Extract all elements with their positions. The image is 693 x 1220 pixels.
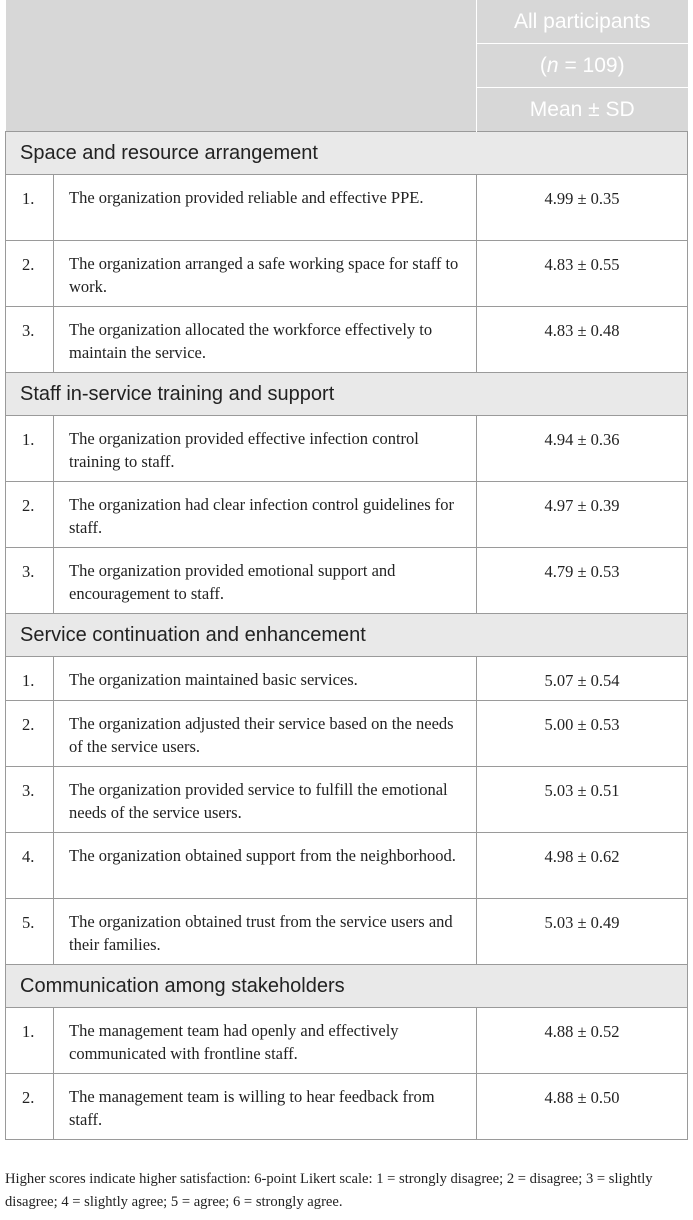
item-mean-sd: 5.03 ± 0.49 (477, 899, 688, 965)
item-number: 1. (6, 1008, 54, 1074)
item-statement: The organization had clear infection control guidelines for staff. (54, 482, 477, 548)
item-number: 1. (6, 657, 54, 701)
item-mean-sd: 4.83 ± 0.48 (477, 307, 688, 373)
item-statement: The organization allocated the workforce effectively to maintain the service. (54, 307, 477, 373)
item-number: 5. (6, 899, 54, 965)
table-body (6, 132, 688, 1140)
table-row (6, 416, 688, 482)
header-blank-cell (6, 0, 477, 132)
table-row (6, 241, 688, 307)
header-sample-size: (n = 109) (477, 44, 688, 88)
header-group-label: All participants (477, 0, 688, 44)
item-mean-sd: 4.79 ± 0.53 (477, 548, 688, 614)
item-mean-sd: 4.97 ± 0.39 (477, 482, 688, 548)
item-mean-sd: 5.03 ± 0.51 (477, 767, 688, 833)
item-number: 1. (6, 175, 54, 241)
item-statement: The organization maintained basic services. (54, 657, 477, 701)
item-number: 2. (6, 701, 54, 767)
item-mean-sd: 4.99 ± 0.35 (477, 175, 688, 241)
item-statement: The organization provided effective infection control training to staff. (54, 416, 477, 482)
item-statement: The organization provided emotional support and encouragement to staff. (54, 548, 477, 614)
table-row (6, 307, 688, 373)
table-row (6, 657, 688, 701)
section-header-row (6, 132, 688, 175)
item-statement: The organization obtained trust from the service users and their families. (54, 899, 477, 965)
item-mean-sd: 5.00 ± 0.53 (477, 701, 688, 767)
item-number: 3. (6, 548, 54, 614)
item-statement: The organization obtained support from the neighborhood. (54, 833, 477, 899)
item-number: 3. (6, 767, 54, 833)
item-mean-sd: 4.88 ± 0.52 (477, 1008, 688, 1074)
satisfaction-table (5, 0, 688, 1140)
table-row (6, 899, 688, 965)
item-number: 2. (6, 482, 54, 548)
table-row (6, 175, 688, 241)
header-statistic-label: Mean ± SD (477, 88, 688, 132)
table-row (6, 1008, 688, 1074)
table-header (6, 0, 688, 132)
table-row (6, 701, 688, 767)
section-title: Staff in-service training and support (6, 373, 688, 416)
item-mean-sd: 4.98 ± 0.62 (477, 833, 688, 899)
section-header-row (6, 965, 688, 1008)
item-statement: The organization adjusted their service based on the needs of the service users. (54, 701, 477, 767)
table-row (6, 767, 688, 833)
section-title: Space and resource arrangement (6, 132, 688, 175)
section-header-row (6, 614, 688, 657)
item-number: 3. (6, 307, 54, 373)
section-title: Service continuation and enhancement (6, 614, 688, 657)
item-statement: The management team had openly and effectively communicated with frontline staff. (54, 1008, 477, 1074)
item-number: 2. (6, 1074, 54, 1140)
table-footnote: Higher scores indicate higher satisfaction: 6-point Likert scale: 1 = strongly disagree; 2 = disagree; 3 = slightly disagree; 4 = slightly agree; 5 = agree; 6 = strongly agree. (5, 1171, 653, 1210)
results-table-container (5, 0, 687, 1140)
table-row (6, 1074, 688, 1140)
item-mean-sd: 5.07 ± 0.54 (477, 657, 688, 701)
table-row (6, 833, 688, 899)
item-statement: The management team is willing to hear feedback from staff. (54, 1074, 477, 1140)
item-statement: The organization arranged a safe working space for staff to work. (54, 241, 477, 307)
table-row (6, 548, 688, 614)
table-row (6, 482, 688, 548)
section-header-row (6, 373, 688, 416)
item-mean-sd: 4.83 ± 0.55 (477, 241, 688, 307)
item-statement: The organization provided service to fulfill the emotional needs of the service users. (54, 767, 477, 833)
item-statement: The organization provided reliable and effective PPE. (54, 175, 477, 241)
item-number: 4. (6, 833, 54, 899)
item-mean-sd: 4.88 ± 0.50 (477, 1074, 688, 1140)
item-mean-sd: 4.94 ± 0.36 (477, 416, 688, 482)
item-number: 2. (6, 241, 54, 307)
item-number: 1. (6, 416, 54, 482)
section-title: Communication among stakeholders (6, 965, 688, 1008)
